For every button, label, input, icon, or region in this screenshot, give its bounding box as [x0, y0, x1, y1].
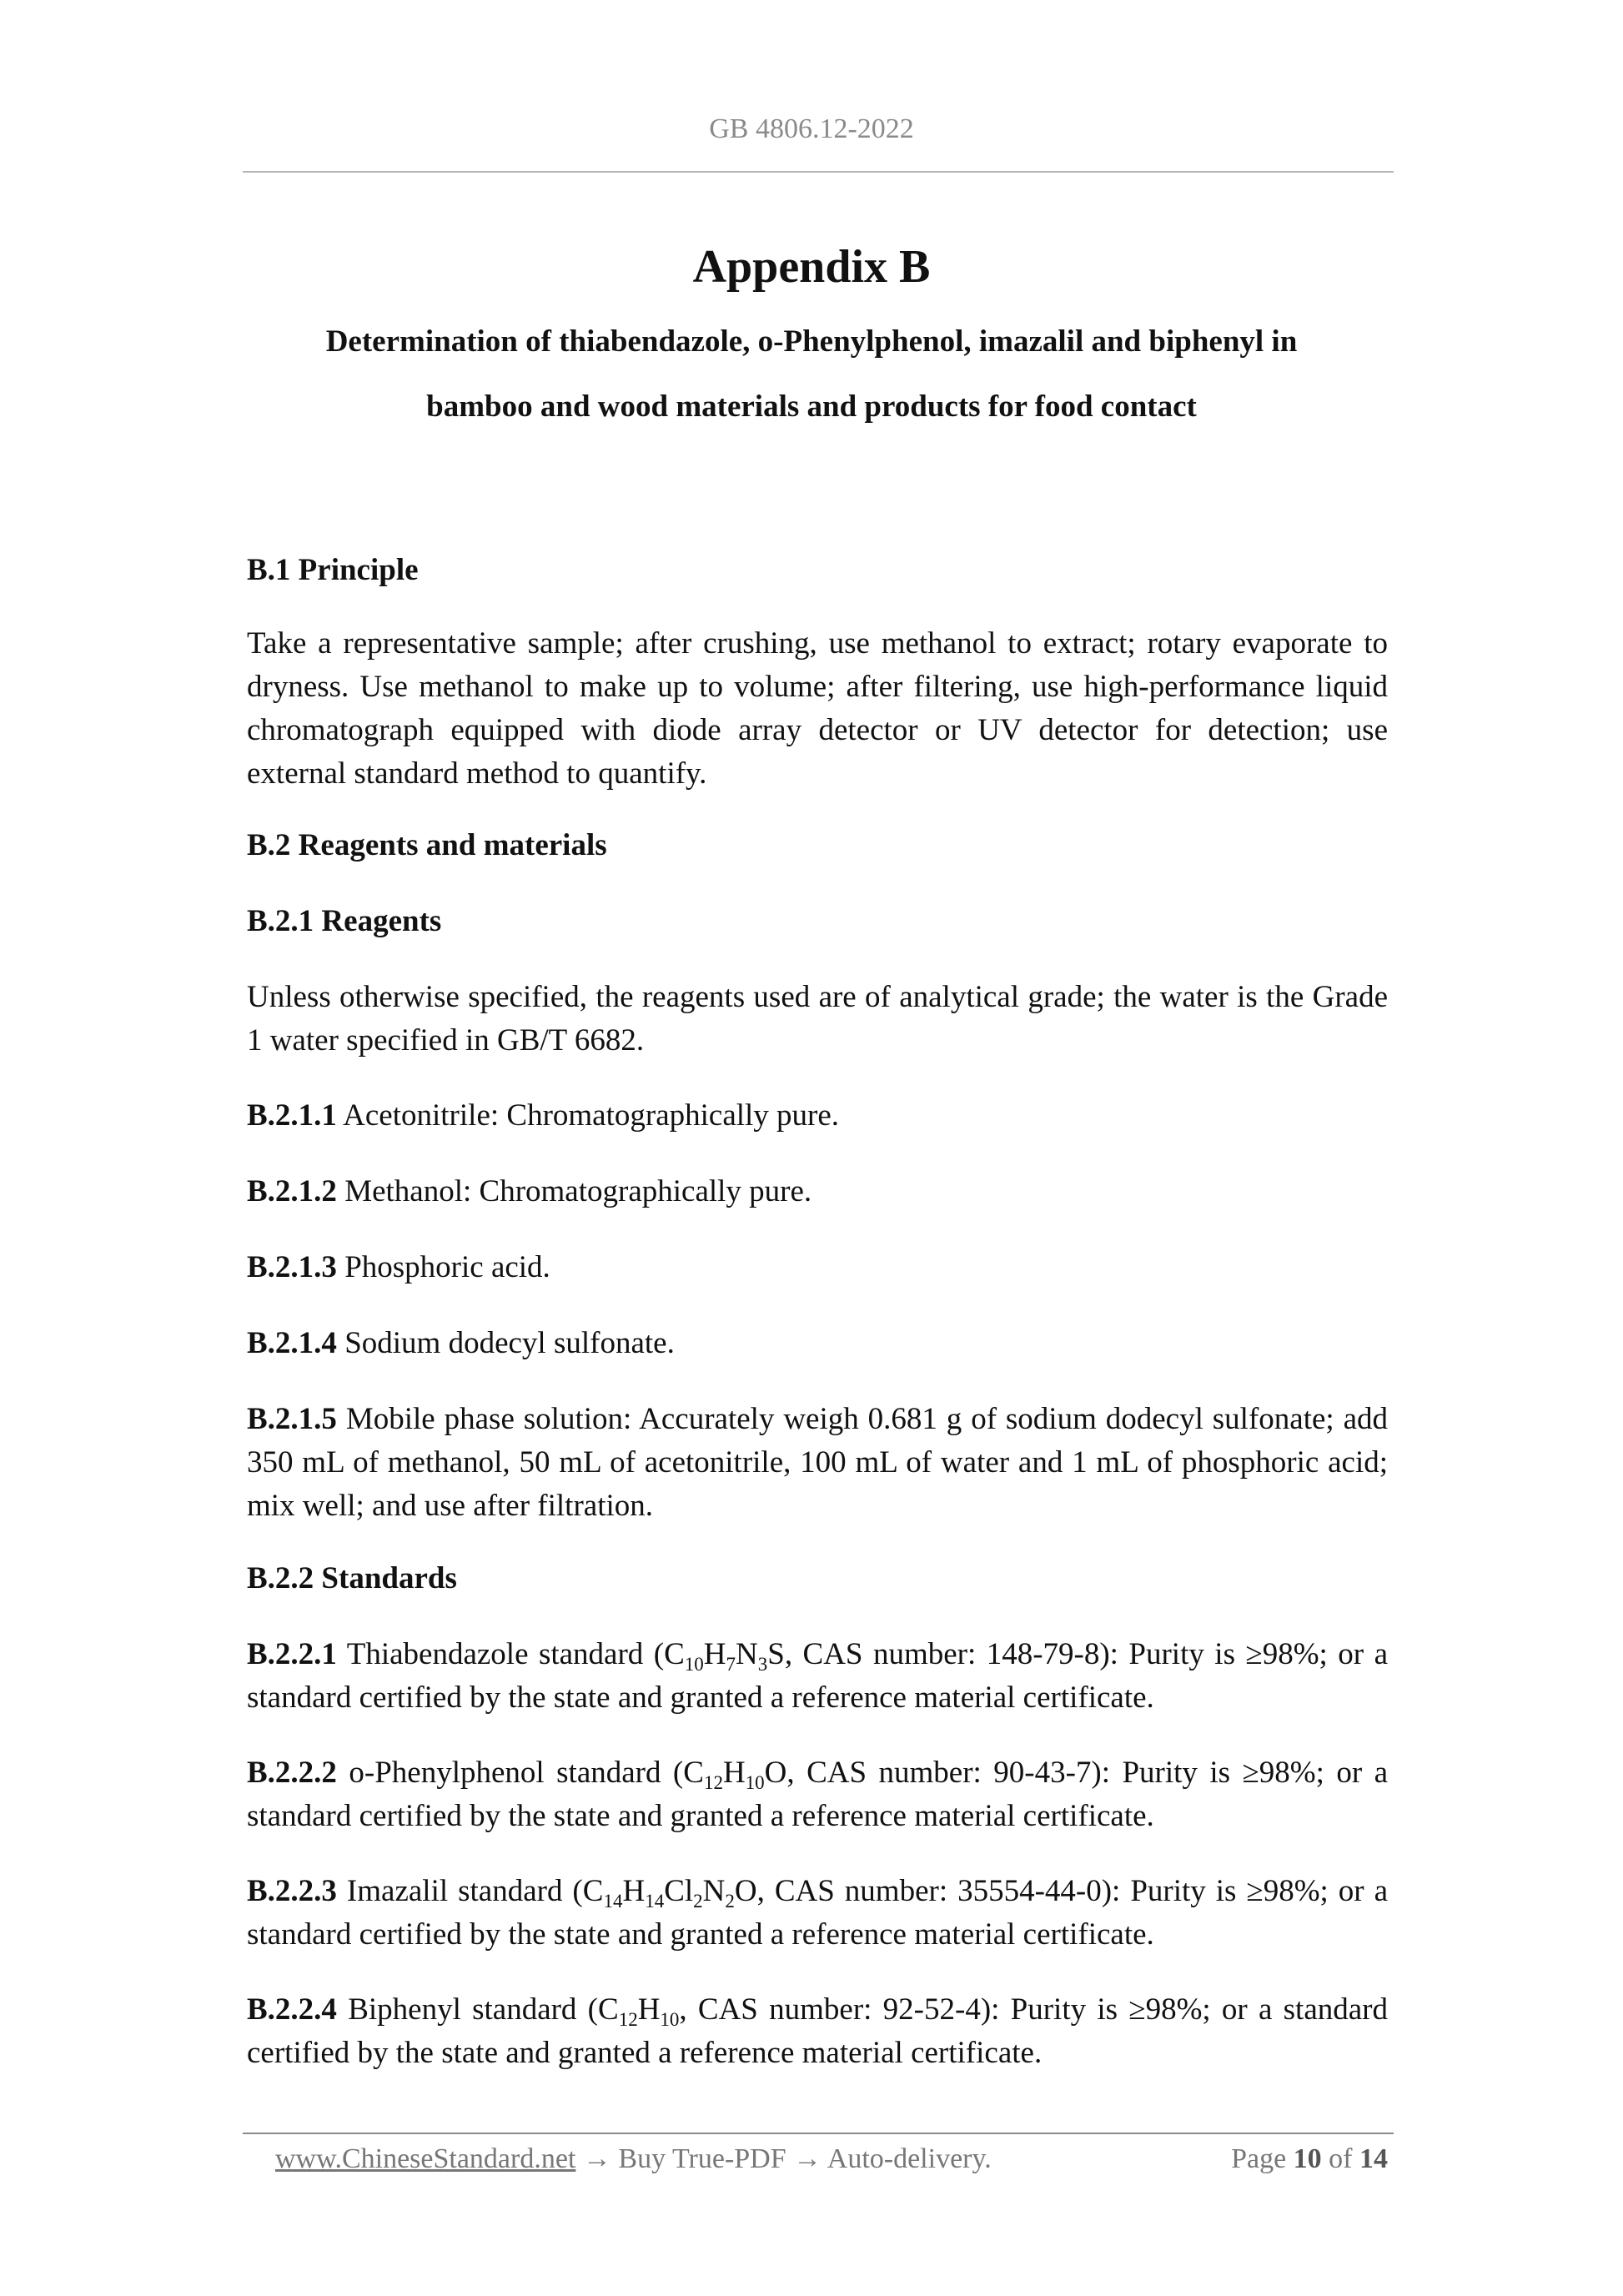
- formula-element: H: [703, 1637, 726, 1671]
- reagent-item-text: Methanol: Chromatographically pure.: [344, 1174, 812, 1208]
- formula-subscript: 2: [693, 1891, 703, 1912]
- standard-item-text-before: Imazalil standard (: [346, 1874, 583, 1908]
- formula-element: H: [637, 1992, 661, 2027]
- header-divider: [243, 171, 1394, 173]
- standard-item-text-before: Biphenyl standard (: [348, 1992, 598, 2027]
- standard-item-text-after: , CAS number: 92-52-4): Purity is ≥98%; or a standard certified by the state and granted a reference material certificate.: [247, 1992, 1388, 2070]
- total-pages-number: 14: [1359, 2143, 1388, 2174]
- formula-element: H: [622, 1874, 646, 1908]
- formula-element: C: [664, 1637, 685, 1671]
- chemical-formula: [664, 1637, 785, 1675]
- footer-promo: [275, 2143, 992, 2175]
- formula-element: N: [736, 1637, 758, 1671]
- reagent-item-text: Mobile phase solution: Accurately weigh 0.681 g of sodium dodecyl sulfonate; add 350 mL of methanol, 50 mL of acetonitrile, 100 mL of water and 1 mL of phosphoric acid; mix well; and use after filtration.: [247, 1402, 1389, 1523]
- reagent-item-number: B.2.1.2: [247, 1174, 337, 1208]
- formula-subscript: 12: [618, 2009, 638, 2030]
- auto-delivery-text: Auto-delivery.: [827, 2143, 992, 2174]
- standard-item-text-after: , CAS number: 35554-44-0): Purity is ≥98%; or a standard certified by the state and granted a reference material certificate.: [247, 1874, 1389, 1952]
- standard-item: [247, 1988, 1388, 2075]
- footer-divider: [243, 2133, 1394, 2134]
- b21-heading: B.2.1 Reagents: [247, 904, 442, 938]
- standard-item-text-after: , CAS number: 90-43-7): Purity is ≥98%; or a standard certified by the state and granted a reference material certificate.: [247, 1756, 1389, 1833]
- buy-true-pdf-text: Buy True-PDF: [618, 2143, 786, 2174]
- reagent-item-number: B.2.1.4: [247, 1326, 337, 1360]
- page-indicator: [1231, 2143, 1388, 2175]
- standard-item: [247, 1633, 1388, 1720]
- website-link[interactable]: www.ChineseStandard.net: [275, 2143, 576, 2174]
- standard-item-text-before: o-Phenylphenol standard (: [349, 1756, 684, 1790]
- standard-item: [247, 1751, 1388, 1838]
- b1-principle-text: Take a representative sample; after crushing, use methanol to extract; rotary evaporate to dryness. Use methanol to make up to volume; after filtering, use high-performance liquid chromatograph equipped with diode array detector or UV detector for detection; use external standard method to quantify.: [247, 626, 1388, 791]
- formula-element: H: [722, 1756, 746, 1790]
- formula-subscript: 12: [703, 1772, 723, 1793]
- formula-element: C: [683, 1756, 704, 1790]
- formula-element: S: [767, 1637, 785, 1671]
- formula-element: O: [764, 1756, 787, 1790]
- page-label: Page: [1231, 2143, 1287, 2174]
- standard-item-number: B.2.2.1: [247, 1637, 337, 1671]
- formula-subscript: 3: [757, 1654, 768, 1675]
- reagent-item-number: B.2.1.5: [247, 1402, 337, 1436]
- reagent-item: [247, 1398, 1388, 1528]
- formula-element: Cl: [664, 1874, 694, 1908]
- reagent-item-text: Sodium dodecyl sulfonate.: [344, 1326, 675, 1360]
- b1-heading: B.1 Principle: [247, 553, 419, 587]
- reagent-item-text: Acetonitrile: Chromatographically pure.: [343, 1098, 840, 1133]
- reagent-item: [247, 1170, 1388, 1213]
- formula-subscript: 14: [603, 1891, 623, 1912]
- appendix-subtitle-line-2: bamboo and wood materials and products for food contact: [426, 389, 1197, 424]
- reagent-item-number: B.2.1.1: [247, 1098, 337, 1133]
- formula-element: N: [702, 1874, 726, 1908]
- b22-heading: B.2.2 Standards: [247, 1561, 457, 1595]
- reagent-item-text: Phosphoric acid.: [344, 1250, 550, 1284]
- reagent-item-number: B.2.1.3: [247, 1250, 337, 1284]
- standard-item-text-after: , CAS number: 148-79-8): Purity is ≥98%; or a standard certified by the state and granted a reference material certificate.: [247, 1637, 1388, 1715]
- reagent-item: [247, 1246, 1388, 1289]
- formula-subscript: 7: [726, 1654, 736, 1675]
- chemical-formula: [598, 1992, 680, 2030]
- chemical-formula: [683, 1756, 787, 1793]
- reagent-item: [247, 1322, 1388, 1365]
- formula-subscript: 10: [745, 1772, 765, 1793]
- appendix-subtitle-line-1: Determination of thiabendazole, o-Phenylphenol, imazalil and biphenyl in: [325, 324, 1298, 359]
- standard-item-number: B.2.2.2: [247, 1756, 337, 1790]
- arrow-icon: →: [793, 2143, 822, 2174]
- reagent-item: [247, 1094, 1388, 1138]
- formula-subscript: 14: [645, 1891, 665, 1912]
- chemical-formula: [582, 1874, 757, 1912]
- appendix-title: Appendix B: [692, 241, 931, 293]
- arrow-icon: →: [582, 2143, 611, 2174]
- formula-element: C: [598, 1992, 619, 2027]
- formula-subscript: 2: [725, 1891, 735, 1912]
- b21-intro-text: Unless otherwise specified, the reagents used are of analytical grade; the water is the Grade 1 water specified in GB/T 6682.: [247, 980, 1388, 1058]
- formula-element: C: [582, 1874, 604, 1908]
- current-page-number: 10: [1293, 2143, 1322, 2174]
- standard-item: [247, 1870, 1388, 1957]
- standard-item-number: B.2.2.3: [247, 1874, 337, 1908]
- of-label: of: [1329, 2143, 1353, 2174]
- formula-subscript: 10: [684, 1654, 704, 1675]
- document-number-header: GB 4806.12-2022: [709, 113, 914, 144]
- formula-element: O: [734, 1874, 757, 1908]
- standard-item-number: B.2.2.4: [247, 1992, 337, 2027]
- b2-heading: B.2 Reagents and materials: [247, 828, 607, 862]
- formula-subscript: 10: [660, 2009, 680, 2030]
- standard-item-text-before: Thiabendazole standard (: [346, 1637, 665, 1671]
